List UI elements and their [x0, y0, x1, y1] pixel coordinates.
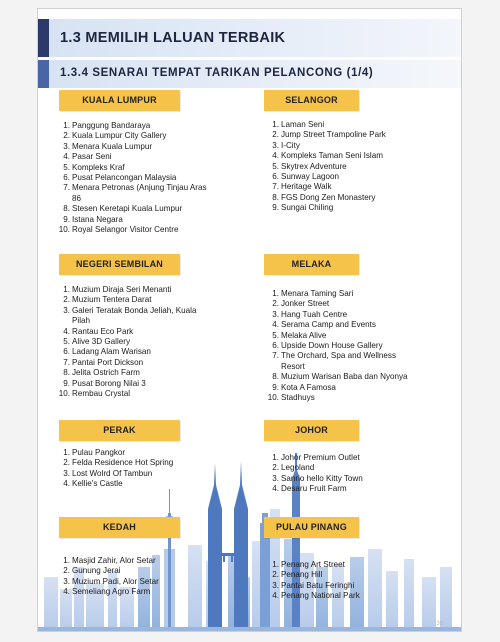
attraction-list-selangor [266, 120, 456, 214]
list-item: 4. Semeliang Agro Farm [63, 587, 151, 597]
attraction-list-pulau-pinang [266, 560, 456, 602]
section-header-accent-bar [38, 19, 49, 57]
list-item: 7. Pantai Port Dickson [63, 357, 144, 367]
document-page [37, 8, 462, 632]
list-item: 86 [72, 193, 82, 203]
attraction-list-perak [57, 448, 252, 490]
page-number: 36 [436, 621, 443, 627]
list-item: 4. Desaru Fruit Farm [272, 484, 347, 494]
state-label-kuala-lumpur: KUALA LUMPUR [59, 90, 180, 111]
list-item: 1. Pulau Pangkor [63, 448, 126, 457]
subsection-header-accent-bar [38, 60, 49, 88]
subsection-header [38, 60, 462, 88]
list-item: 1. Penang Art Street [272, 560, 345, 569]
attraction-list-johor [266, 453, 456, 495]
list-item: 3. Galeri Teratak Bonda Jeliah, Kuala [63, 305, 197, 315]
list-item: 3. Menara Kuala Lumpur [63, 141, 153, 151]
list-item: 6. Ladang Alam Warisan [63, 347, 151, 357]
section-header [38, 19, 462, 57]
list-item: 4. Pasar Seni [63, 152, 112, 162]
list-item: 1. Masjid Zahir, Alor Setar [63, 556, 156, 565]
subsection-title: 1.3.4 SENARAI TEMPAT TARIKAN PELANCONG (1/4) [60, 67, 374, 79]
list-item: 4. Penang National Park [272, 591, 360, 601]
list-item: 8. FGS Dong Zen Monastery [272, 192, 376, 202]
attraction-list-kuala-lumpur [57, 121, 252, 235]
list-item: 3. I-City [272, 140, 300, 150]
list-item: 9. Istana Negara [63, 214, 123, 224]
state-label-johor: JOHOR [264, 420, 359, 441]
list-item: 3. Sanrio hello Kitty Town [272, 473, 363, 483]
list-item: 9. Sungai Chiling [272, 203, 334, 213]
list-item: 9. Pusat Borong Nilai 3 [63, 378, 146, 388]
list-item: Resort [281, 361, 305, 371]
attraction-list-melaka [266, 289, 456, 403]
list-item: 2. Penang Hill [272, 570, 323, 580]
list-item: 1. Laman Seni [272, 120, 325, 129]
list-item: 10. Stadhuys [267, 393, 315, 403]
list-item: 5. Skytrex Adventure [272, 161, 347, 171]
state-label-pulau-pinang: PULAU PINANG [264, 517, 359, 538]
list-item: Pilah [72, 316, 90, 326]
list-item: 4. Kellie's Castle [63, 479, 123, 489]
list-item: 3. Pantai Batu Feringhi [272, 580, 355, 590]
list-item: 1. Panggung Bandaraya [63, 121, 151, 130]
list-item: 6. Upside Down House Gallery [272, 341, 383, 351]
list-item: 1. Johor Premium Outlet [272, 453, 360, 462]
list-item: 3. Lost Wolrd Of Tambun [63, 468, 153, 478]
list-item: 1. Muzium Diraja Seri Menanti [63, 285, 172, 294]
list-item: 3. Hang Tuah Centre [272, 309, 348, 319]
list-item: 7. Menara Petronas (Anjung Tinjau Aras [63, 183, 207, 193]
state-label-negeri-sembilan: NEGERI SEMBILAN [59, 254, 180, 275]
list-item: 9. Kota A Famosa [272, 382, 336, 392]
list-item: 2. Legoland [272, 463, 315, 473]
list-item: 5. Kompleks Kraf [63, 162, 125, 172]
list-item: 2. Kuala Lumpur City Gallery [63, 131, 167, 141]
attraction-list-kedah [57, 556, 252, 598]
state-label-perak: PERAK [59, 420, 180, 441]
list-item: 7. The Orchard, Spa and Wellness [272, 351, 397, 361]
list-item: 2. Jonker Street [272, 299, 330, 309]
state-label-selangor: SELANGOR [264, 90, 359, 111]
list-item: 2. Jump Street Trampoline Park [272, 130, 386, 140]
list-item: 5. Alive 3D Gallery [63, 337, 131, 347]
list-item: 4. Kompleks Taman Seni Islam [272, 151, 383, 161]
list-item: 5. Melaka Alive [272, 330, 327, 340]
list-item: 10. Rembau Crystal [58, 389, 131, 399]
list-item: 6. Sunway Lagoon [272, 172, 340, 182]
list-item: 8. Muzium Warisan Baba dan Nyonya [272, 372, 408, 382]
state-label-kedah: KEDAH [59, 517, 180, 538]
section-title: 1.3 MEMILIH LALUAN TERBAIK [60, 30, 286, 46]
list-item: 1. Menara Taming Sari [272, 289, 354, 298]
list-item: 2. Muzium Tentera Darat [63, 295, 152, 305]
list-item: 6. Pusat Pelancongan Malaysia [63, 173, 177, 183]
list-item: 4. Serama Camp and Events [272, 320, 376, 330]
state-label-melaka: MELAKA [264, 254, 359, 275]
list-item: 8. Stesen Keretapi Kuala Lumpur [63, 204, 183, 214]
list-item: 3. Muzium Padi, Alor Setar [63, 576, 159, 586]
list-item: 2. Felda Residence Hot Spring [63, 458, 174, 468]
list-item: 2. Gunung Jerai [63, 566, 121, 576]
list-item: 7. Heritage Walk [272, 182, 332, 192]
attraction-list-negeri-sembilan [57, 285, 252, 399]
list-item: 4. Rantau Eco Park [63, 326, 134, 336]
list-item: 10. Royal Selangor Visitor Centre [58, 225, 179, 235]
list-item: 8. Jelita Ostrich Farm [63, 368, 140, 378]
